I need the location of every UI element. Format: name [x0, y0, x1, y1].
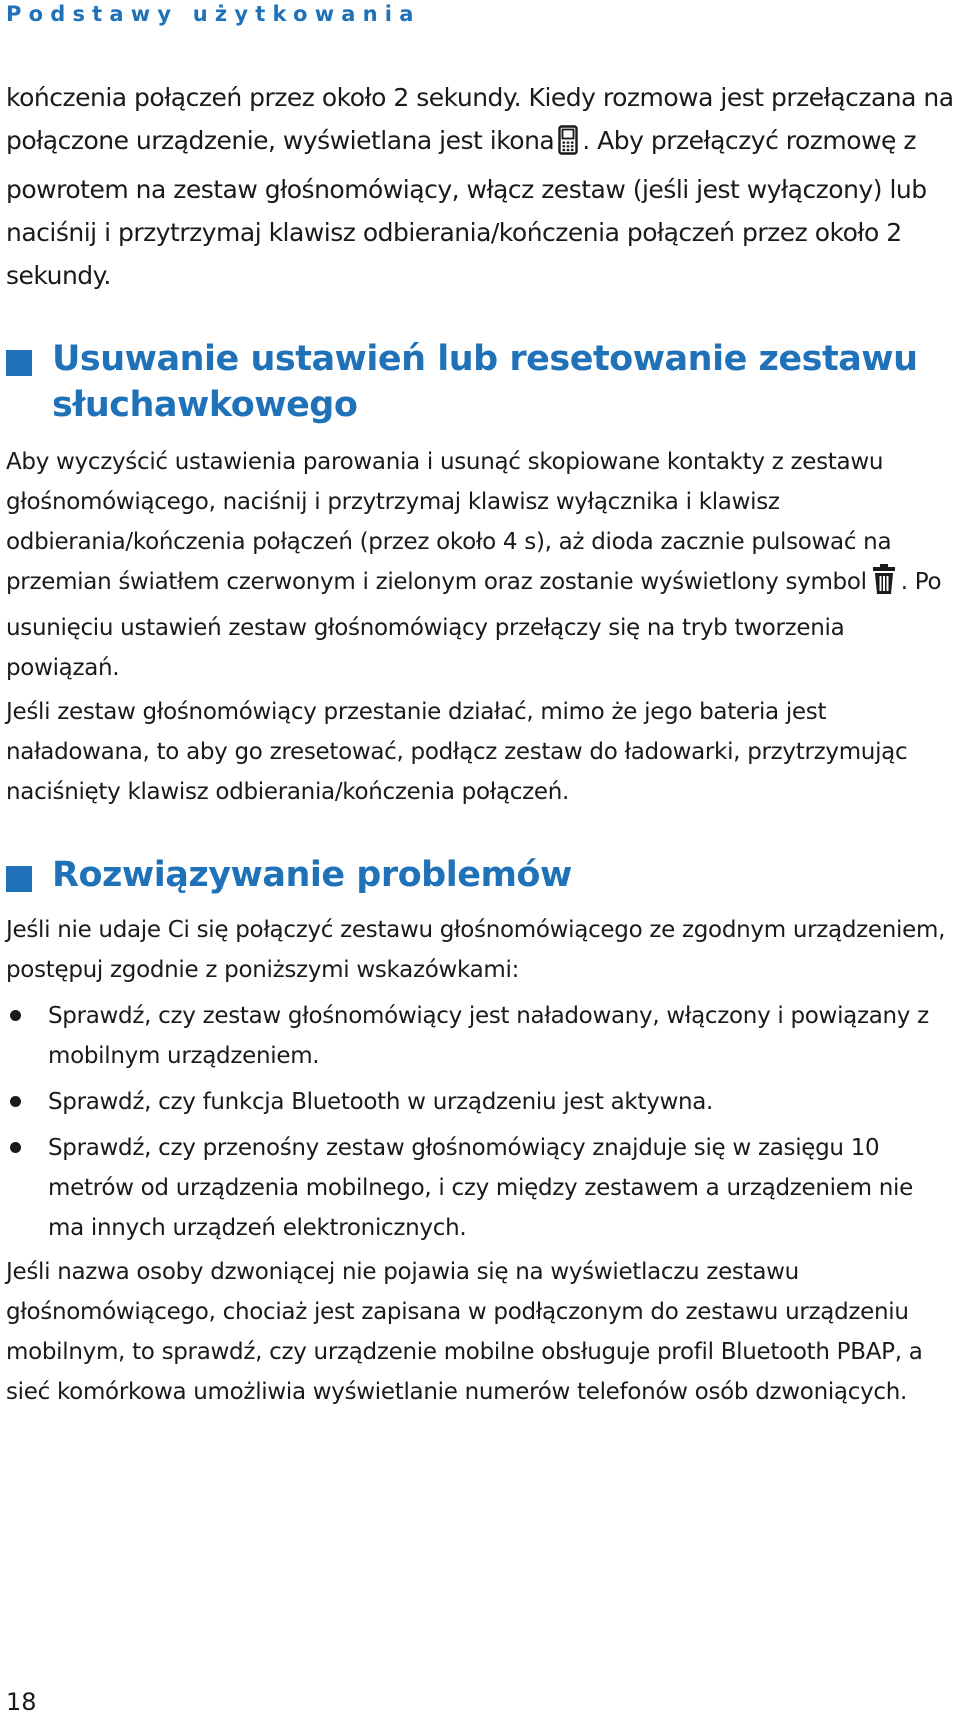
page-number: 18 — [6, 1688, 37, 1716]
list-item — [6, 1128, 954, 1248]
bullet-icon — [10, 1010, 21, 1021]
trash-icon — [871, 563, 897, 608]
page-content — [6, 76, 954, 1412]
section-heading-troubleshooting — [6, 852, 954, 898]
troubleshooting-closing: Jeśli nazwa osoby dzwoniącej nie pojawia się na wyświetlaczu zestawu głośnomówiącego, chociaż jest zapisana w podłączonym do zestawu urządzeniu mobilnym, to sprawdź, czy urządzenie mobilne obsługuje profil Bluetooth PBAP, a sieć komórkowa umożliwia wyświetlanie numerów telefonów osób dzwoniących. — [6, 1259, 923, 1405]
intro-paragraph — [6, 76, 954, 297]
list-item-text: Sprawdź, czy zestaw głośnomówiący jest naładowany, włączony i powiązany z mobilnym urządzeniem. — [48, 1003, 929, 1069]
troubleshooting-intro: Jeśli nie udaje Ci się połączyć zestawu głośnomówiącego ze zgodnym urządzeniem, postępuj zgodnie z poniższymi wskazówkami: — [6, 917, 946, 983]
intro-text-part2: . Aby przełączyć rozmowę z powrotem na zestaw głośnomówiący, włącz zestaw (jeśli jest wyłączony) lub naciśnij i przytrzymaj klawisz odbierania/kończenia połączeń przez około 2 sekundy. — [6, 126, 927, 290]
reset-paragraph-2: Jeśli zestaw głośnomówiący przestanie działać, mimo że jego bateria jest naładowana, to aby go zresetować, podłącz zestaw do ładowarki, przytrzymując naciśnięty klawisz odbierania/kończenia połączeń. — [6, 699, 908, 805]
list-item-text: Sprawdź, czy funkcja Bluetooth w urządzeniu jest aktywna. — [48, 1089, 714, 1115]
reset-text-part2: . Po usunięciu ustawień zestaw głośnomówiący przełączy się na tryb tworzenia powiązań. — [6, 569, 942, 681]
list-item-text: Sprawdź, czy przenośny zestaw głośnomówiący znajduje się w zasięgu 10 metrów od urządzenia mobilnego, i czy między zestawem a urządzeniem nie ma innych urządzeń elektronicznych. — [48, 1135, 913, 1241]
list-item — [6, 1082, 954, 1122]
section-heading-reset — [6, 336, 954, 428]
running-header: Podstawy użytkowania — [6, 2, 421, 26]
bullet-icon — [10, 1142, 21, 1153]
list-item — [6, 996, 954, 1076]
bullet-icon — [10, 1096, 21, 1107]
heading-text-troubleshooting: Rozwiązywanie problemów — [52, 855, 572, 895]
reset-paragraph-1 — [6, 442, 954, 688]
heading-square-icon — [6, 350, 32, 376]
heading-text-reset: Usuwanie ustawień lub resetowanie zestawu słuchawkowego — [52, 339, 918, 425]
reset-text-part1: Aby wyczyścić ustawienia parowania i usunąć skopiowane kontakty z zestawu głośnomówiącego, naciśnij i przytrzymaj klawisz wyłącznika i klawisz odbierania/kończenia połączeń (przez około 4 s), aż dioda zacznie pulsować na przemian światłem czerwonym i zielonym oraz zostanie wyświetlony symbol — [6, 449, 892, 595]
heading-square-icon — [6, 866, 32, 892]
mobile-phone-icon — [558, 125, 578, 168]
troubleshooting-list — [6, 996, 954, 1248]
intro-text-part1: kończenia połączeń przez około 2 sekundy. Kiedy rozmowa jest przełączana na połączone urządzenie, wyświetlana jest ikona — [6, 83, 954, 155]
